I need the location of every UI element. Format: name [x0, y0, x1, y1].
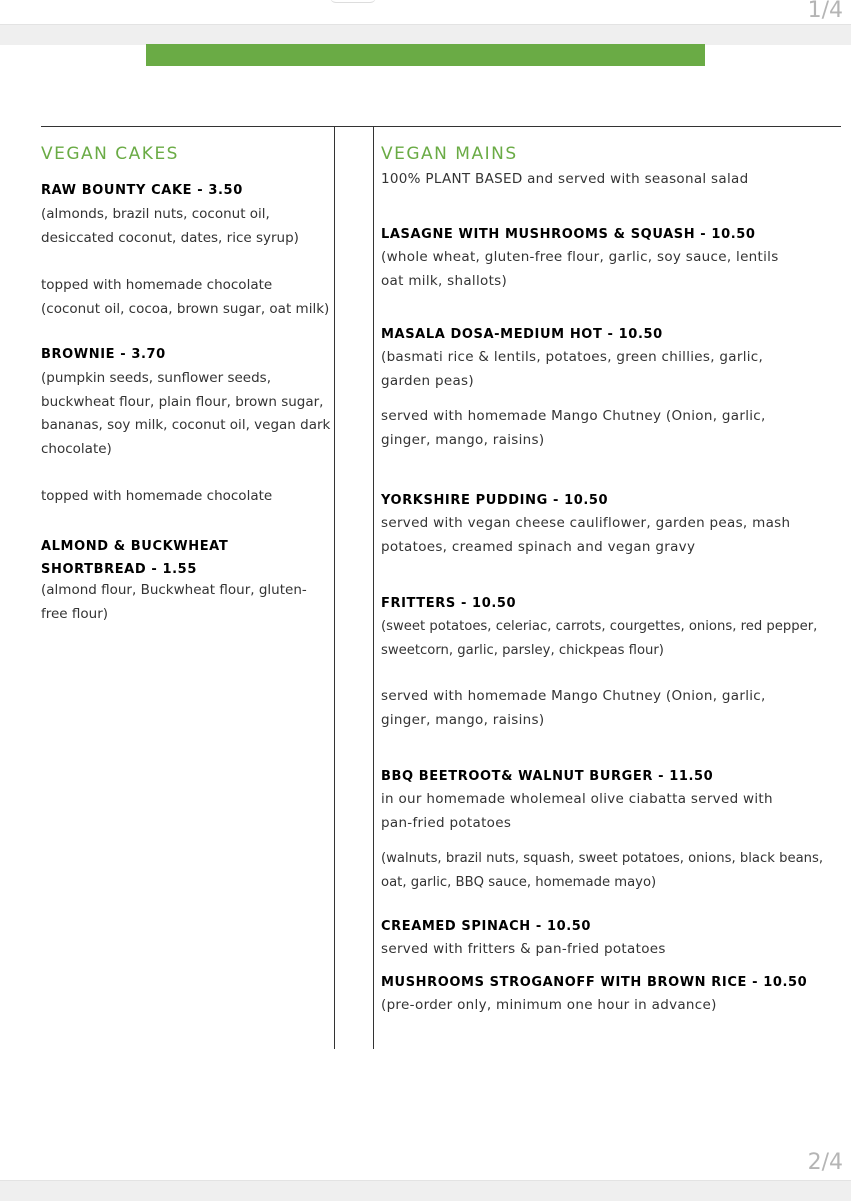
item-title-bbq-burger: BBQ BEETROOT& WALNUT BURGER - 11.50 [381, 769, 714, 784]
top-page-edge [330, 0, 376, 3]
desc-line: ginger, mango, raisins) [381, 711, 545, 728]
section-title-vegan-mains: VEGAN MAINS [381, 144, 518, 164]
desc-line: bananas, soy milk, coconut oil, vegan dark [41, 417, 331, 433]
desc-line: (almond flour, Buckwheat flour, gluten- [41, 582, 307, 598]
desc-line: served with homemade Mango Chutney (Onion, garlic, [381, 408, 766, 424]
desc-line: pan-fried potatoes [381, 814, 512, 831]
desc-line: (pumpkin seeds, sunflower seeds, [41, 370, 271, 386]
desc-line: free flour) [41, 605, 109, 622]
item-topping [41, 274, 331, 321]
item-description [381, 788, 831, 835]
page-indicator-top: 1/4 [807, 0, 843, 23]
item-serving-note [381, 685, 831, 732]
desc-line: served with homemade Mango Chutney (Onion, garlic, [381, 688, 766, 704]
item-title-fritters: FRITTERS - 10.50 [381, 596, 517, 611]
desc-line: topped with homemade chocolate [41, 488, 273, 504]
section-title-vegan-cakes: VEGAN CAKES [41, 144, 179, 164]
item-ingredients [381, 847, 831, 894]
desc-line: (basmati rice & lentils, potatoes, green chillies, garlic, [381, 349, 764, 365]
item-description [381, 994, 831, 1018]
desc-line: (whole wheat, gluten-free flour, garlic, soy sauce, lentils [381, 249, 779, 265]
desc-line: (walnuts, brazil nuts, squash, sweet potatoes, onions, black beans, [381, 851, 824, 866]
desc-line: (pre-order only, minimum one hour in advance) [381, 997, 717, 1013]
page-separator-top [0, 24, 851, 45]
item-title-almond-shortbread [41, 535, 228, 581]
desc-line: oat, garlic, BBQ sauce, homemade mayo) [381, 874, 657, 890]
title-line: ALMOND & BUCKWHEAT [41, 539, 229, 554]
item-title-brownie: BROWNIE - 3.70 [41, 347, 166, 362]
column-divider-left [334, 127, 335, 1049]
desc-line: (sweet potatoes, celeriac, carrots, courgettes, onions, red pepper, [381, 619, 818, 634]
horizontal-rule [41, 126, 841, 127]
desc-line: served with vegan cheese cauliflower, garden peas, mash [381, 515, 791, 531]
page-indicator-bottom: 2/4 [807, 1150, 843, 1175]
item-ingredients [381, 615, 831, 662]
item-ingredients [41, 367, 331, 461]
desc-line: ginger, mango, raisins) [381, 431, 545, 448]
column-divider-right [373, 127, 374, 1049]
item-ingredients [381, 246, 831, 293]
item-title-lasagne: LASAGNE WITH MUSHROOMS & SQUASH - 10.50 [381, 227, 756, 242]
item-ingredients [381, 346, 831, 393]
section-subtitle: 100% PLANT BASED and served with seasonal salad [381, 171, 749, 187]
desc-line: buckwheat flour, plain flour, brown sugar, [41, 393, 324, 410]
desc-line: potatoes, creamed spinach and vegan gravy [381, 538, 696, 555]
desc-line: topped with homemade chocolate [41, 277, 273, 293]
item-ingredients [41, 203, 331, 250]
desc-line: served with fritters & pan-fried potatoes [381, 941, 666, 957]
item-topping [41, 485, 331, 509]
desc-line: chocolate) [41, 440, 112, 457]
desc-line: sweetcorn, garlic, parsley, chickpeas flour) [381, 642, 664, 658]
desc-line: (almonds, brazil nuts, coconut oil, [41, 206, 270, 222]
item-ingredients [41, 579, 331, 626]
desc-line: in our homemade wholemeal olive ciabatta served with [381, 791, 773, 807]
title-line: SHORTBREAD - 1.55 [41, 562, 197, 577]
item-title-mushrooms-stroganoff: MUSHROOMS STROGANOFF WITH BROWN RICE - 10.50 [381, 975, 808, 990]
green-header-band [146, 44, 705, 66]
item-description [381, 938, 831, 962]
desc-line: desiccated coconut, dates, rice syrup) [41, 229, 299, 246]
item-serving-note [381, 405, 831, 452]
item-title-masala-dosa: MASALA DOSA-MEDIUM HOT - 10.50 [381, 327, 663, 342]
desc-line: oat milk, shallots) [381, 272, 508, 289]
desc-line: (coconut oil, cocoa, brown sugar, oat milk) [41, 300, 330, 317]
desc-line: garden peas) [381, 372, 474, 389]
item-description [381, 512, 831, 559]
item-title-yorkshire-pudding: YORKSHIRE PUDDING - 10.50 [381, 493, 609, 508]
item-title-creamed-spinach: CREAMED SPINACH - 10.50 [381, 919, 592, 934]
item-title-raw-bounty-cake: RAW BOUNTY CAKE - 3.50 [41, 183, 243, 198]
page-separator-bottom [0, 1180, 851, 1201]
viewer-top-bar [0, 0, 851, 24]
